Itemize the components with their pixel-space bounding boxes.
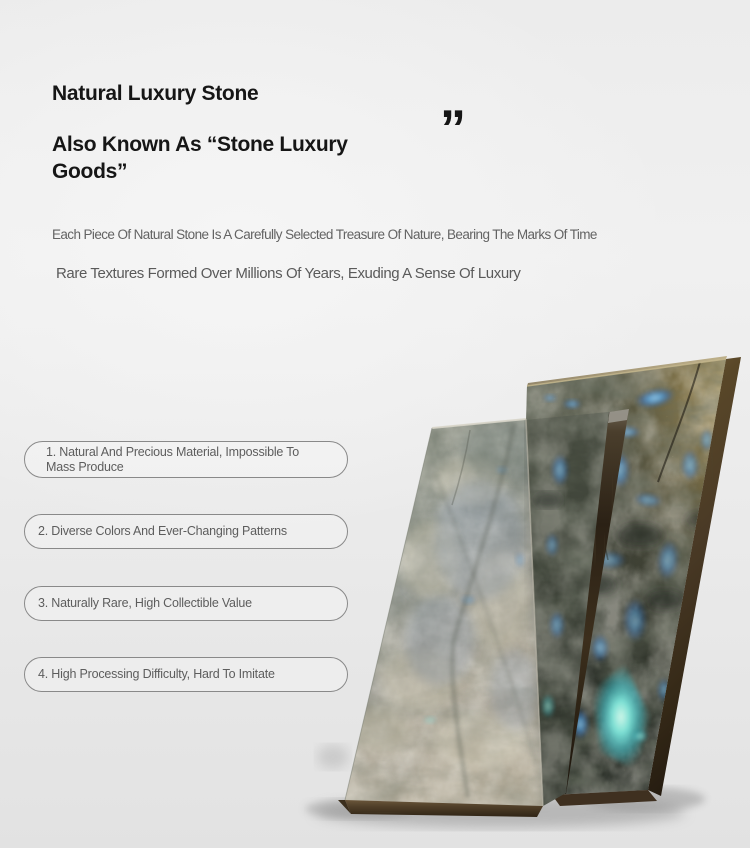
tagline-primary: Each Piece Of Natural Stone Is A Carefully Selected Treasure Of Nature, Bearing The Marks Of Time xyxy=(52,227,597,242)
feature-pill-4-label: 4. High Processing Difficulty, Hard To Imitate xyxy=(38,667,275,682)
front-slab xyxy=(330,410,555,830)
feature-pill-1-label: 1. Natural And Precious Material, Impossible To Mass Produce xyxy=(46,445,299,474)
bottom-white-strip xyxy=(0,848,750,859)
page-subtitle: Also Known As “Stone Luxury Goods” xyxy=(52,133,348,183)
feature-pill-2-label: 2. Diverse Colors And Ever-Changing Patterns xyxy=(38,524,287,539)
quote-mark-icon: ” xyxy=(440,100,466,158)
feature-pill-3-label: 3. Naturally Rare, High Collectible Value xyxy=(38,596,252,611)
page-title: Natural Luxury Stone xyxy=(52,82,259,105)
tagline-secondary: Rare Textures Formed Over Millions Of Years, Exuding A Sense Of Luxury xyxy=(56,265,521,282)
